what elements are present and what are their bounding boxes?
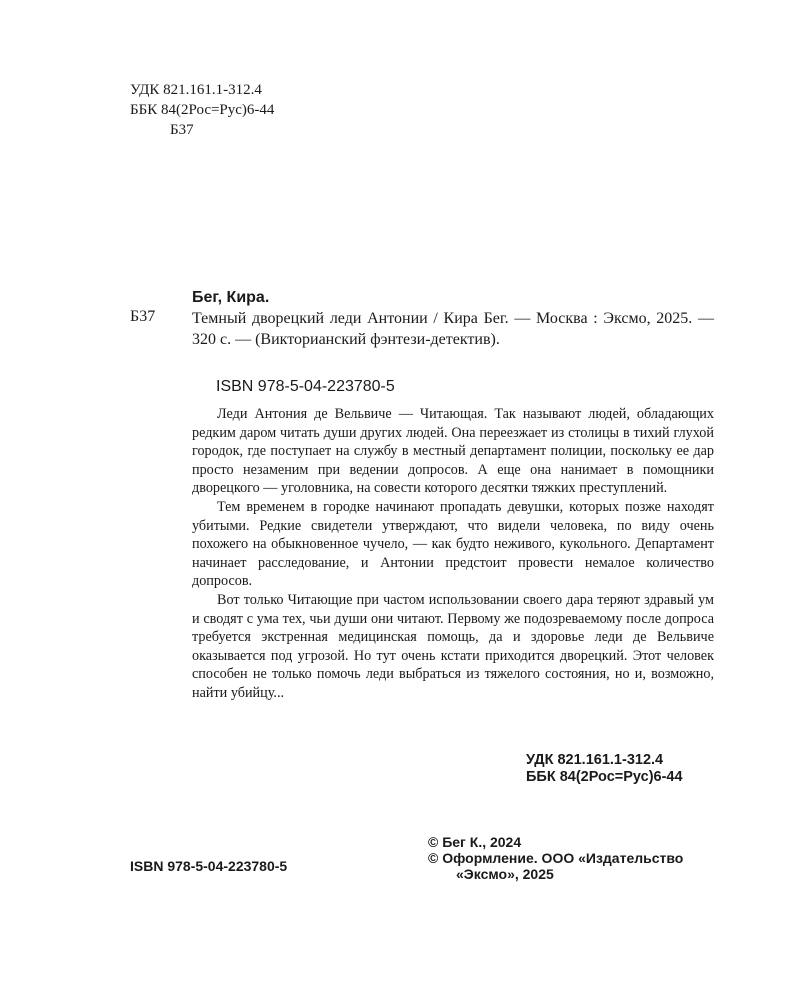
annotation-paragraph: Вот только Читающие при частом использовании своего дара теряют здравый ум и сводят с ума тех, чьи души они читают. Первому же подозреваемому после допроса требуется экстренная медицинская помощь, да и здоровье леди де Вельвиче оказывается под угрозой. Но тут очень кстати приходится дворецкий. Этот человек способен не только помочь леди выбраться из тяжелого состояния, но и, возможно, найти убийцу... bbox=[192, 591, 714, 701]
author-code: Б37 bbox=[170, 122, 194, 138]
author-heading: Бег, Кира. bbox=[192, 289, 270, 306]
annotation bbox=[192, 405, 714, 703]
isbn: ISBN 978-5-04-223780-5 bbox=[216, 378, 395, 395]
udk-code: УДК 821.161.1-312.4 bbox=[130, 82, 262, 98]
copyright-author: © Бег К., 2024 bbox=[428, 834, 522, 850]
annotation-paragraph: Леди Антония де Вельвиче — Читающая. Так называют людей, обладающих редким даром читать души других людей. Она переезжает из столицы в тихий глухой городок, где поступает на службу в местный департамент полиции, поскольку ее дар просто незаменим при ведении допросов. А еще она нанимает в помощники дворецкого — уголовника, на совести которого десятки тяжких преступлений. bbox=[192, 406, 714, 497]
bbk-code: ББК 84(2Рос=Рус)6-44 bbox=[130, 102, 275, 118]
annotation-paragraph: Тем временем в городке начинают пропадать девушки, которых позже находят убитыми. Редкие свидетели утверждают, что видели человека, по виду очень похожего на обыкновенное чучело, — как будто неживого, кукольного. Департамент начинает расследование, и Антонии предстоит провести немалое количество допросов. bbox=[192, 498, 714, 590]
bbk-code-bottom: ББК 84(2Рос=Рус)6-44 bbox=[526, 769, 683, 785]
classification-codes bbox=[130, 80, 274, 140]
copyright-block bbox=[428, 834, 683, 882]
isbn-bottom: ISBN 978-5-04-223780-5 bbox=[130, 858, 288, 874]
copyright-design: © Оформление. ООО «Издательство bbox=[428, 850, 684, 866]
classification-codes-bottom bbox=[526, 752, 683, 786]
copyright-design-continued: «Эксмо», 2025 bbox=[456, 866, 554, 882]
bibliographic-code: Б37 bbox=[130, 308, 156, 325]
bibliographic-description: Темный дворецкий леди Антонии / Кира Бег. — Москва : Эксмо, 2025. — 320 с. — (Викторианский фэнтези-детектив). bbox=[192, 310, 714, 348]
udk-code-bottom: УДК 821.161.1-312.4 bbox=[526, 752, 664, 768]
